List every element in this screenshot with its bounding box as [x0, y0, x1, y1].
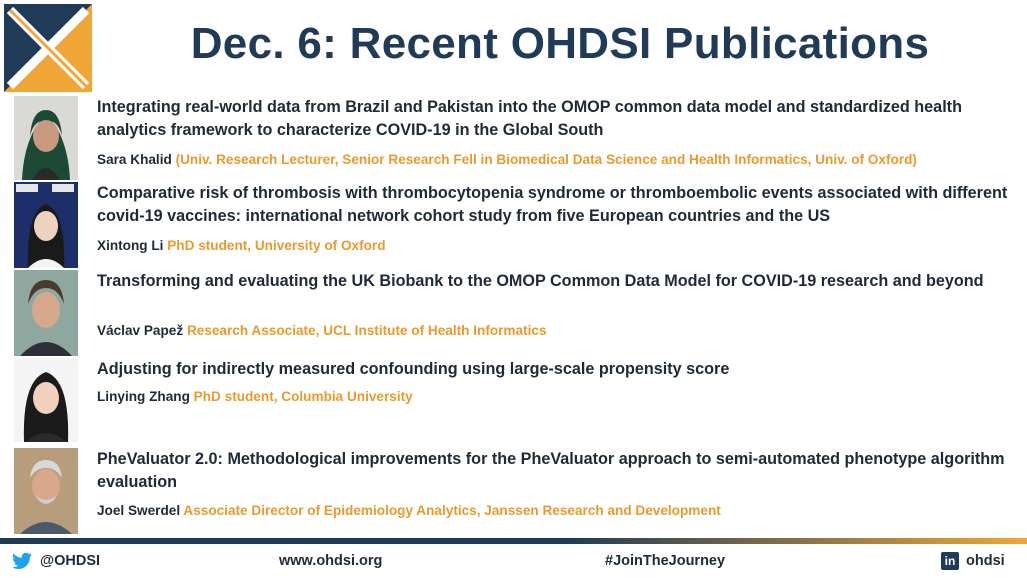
publication-byline — [97, 502, 1017, 520]
publication-byline — [97, 388, 1017, 406]
author-photo — [14, 448, 78, 534]
author-photo — [14, 182, 78, 268]
linkedin-handle[interactable]: ohdsi — [966, 553, 1005, 569]
author-role: PhD student, Columbia University — [193, 389, 413, 404]
linkedin-icon[interactable]: in — [941, 552, 959, 570]
author-name: Václav Papež — [97, 323, 184, 338]
twitter-handle[interactable]: @OHDSI — [40, 553, 101, 569]
author-role: PhD student, University of Oxford — [167, 238, 386, 253]
ohdsi-logo — [4, 4, 92, 92]
page-title: Dec. 6: Recent OHDSI Publications — [190, 19, 930, 68]
author-role: Research Associate, UCL Institute of Health Informatics — [186, 323, 547, 338]
publication-byline — [97, 151, 1017, 169]
twitter-icon[interactable] — [12, 552, 32, 570]
author-role: Associate Director of Epidemiology Analytics, Janssen Research and Development — [183, 503, 721, 518]
publication-title: Adjusting for indirectly measured confounding using large-scale propensity score — [97, 360, 730, 378]
publication-title: PheValuator 2.0: Methodological improvements for the PheValuator approach to semi-automated phenotype algorithm evaluation — [97, 450, 1005, 491]
author-name: Joel Swerdel — [97, 503, 181, 518]
hashtag: #JoinTheJourney — [605, 553, 726, 569]
publication-title: Integrating real-world data from Brazil and Pakistan into the OMOP common data model and standardized health analytics framework to characterize COVID-19 in the Global South — [97, 98, 962, 139]
publication-byline — [97, 237, 1017, 255]
author-role: (Univ. Research Lecturer, Senior Research Fell in Biomedical Data Science and Health Informatics, Univ. of Oxford) — [175, 152, 917, 167]
author-photo — [14, 96, 78, 180]
author-name: Sara Khalid — [97, 152, 172, 167]
author-photo — [14, 358, 78, 442]
website-link[interactable]: www.ohdsi.org — [279, 553, 383, 569]
publication-byline — [97, 322, 1017, 340]
publication-title: Transforming and evaluating the UK Biobank to the OMOP Common Data Model for COVID-19 research and beyond — [97, 272, 984, 290]
footer — [0, 544, 1027, 578]
author-name: Xintong Li — [97, 238, 164, 253]
author-photo — [14, 270, 78, 356]
publication-title: Comparative risk of thrombosis with thrombocytopenia syndrome or thromboembolic events associated with different covid-19 vaccines: international network cohort study from five European countries and the US — [97, 184, 1008, 225]
author-name: Linying Zhang — [97, 389, 190, 404]
